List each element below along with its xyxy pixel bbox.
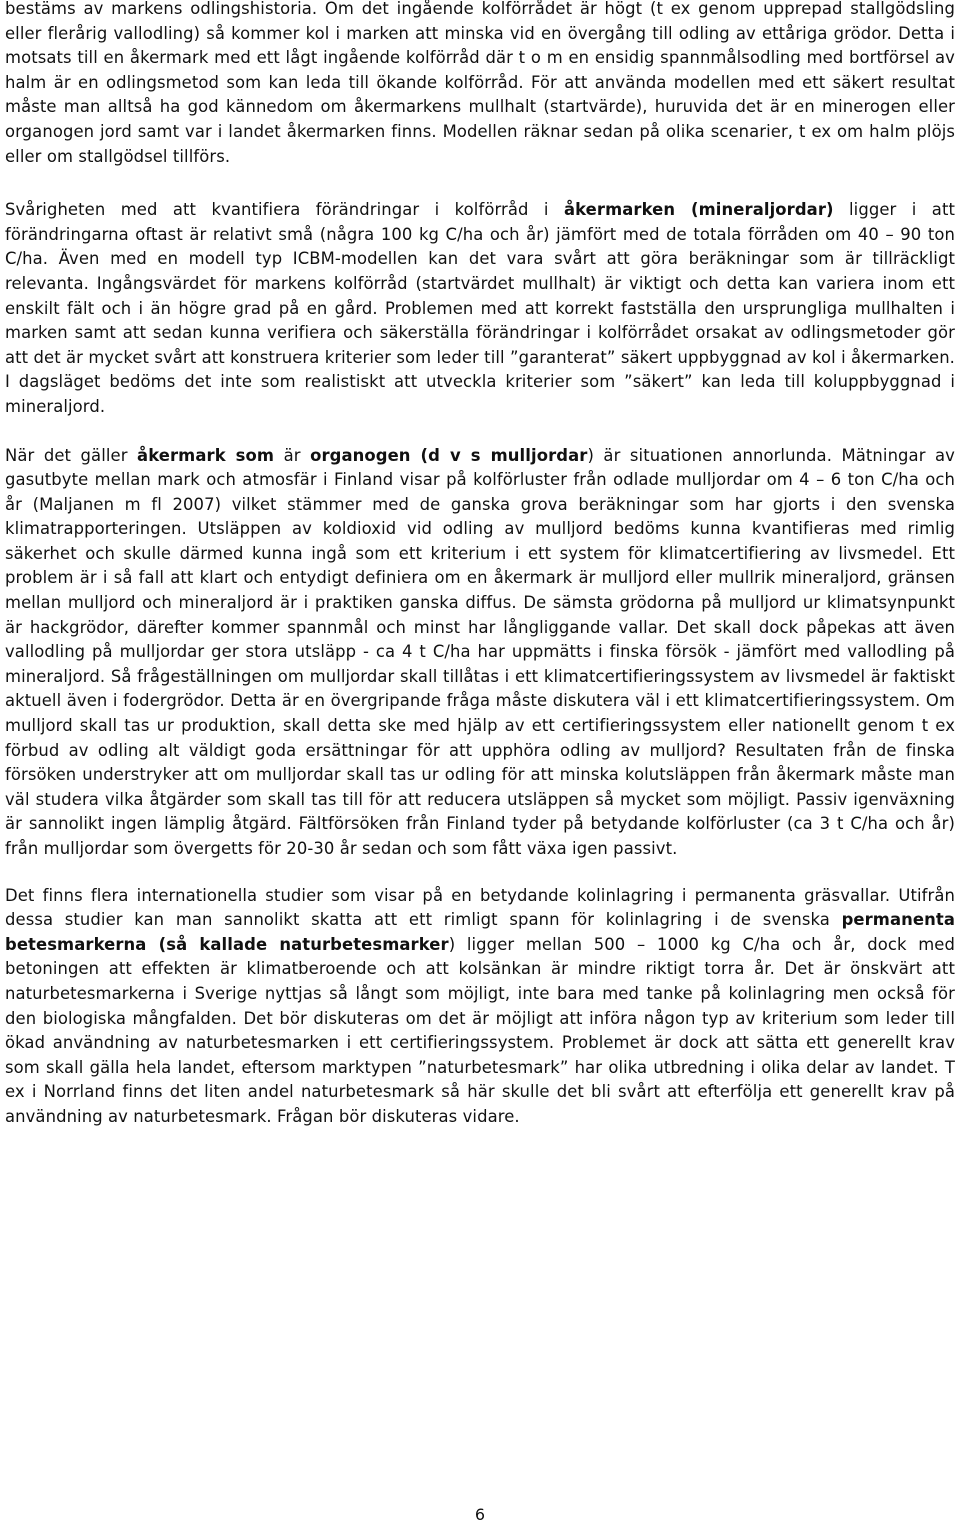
paragraph-text: ) ligger mellan 500 – 1000 kg C/ha och år, dock med betoningen att effekten är klimatberoende och att kolsänkan är mindre riktigt torra år. Det är önskvärt att naturbetesmarkerna i Sverige nyttjas så långt som möjligt, inte bara med tanke på kolinlagring men också för den biologiska mångfalden. Det bör diskuteras om det är möjligt att införa någon typ av kriterium som leder till ökad användning av naturbetesmarken i ett certifieringssystem. Problemet är dock att sätta ett generellt krav som skall gälla hela landet, eftersom marktypen ”naturbetesmark” har olika utbredning i olika delar av landet. T ex i Norrland finns det liten andel naturbetesmark så här skulle det bli svårt att efterfölja ett generellt krav på användning av naturbetesmark. Frågan bör diskuteras vidare. — [5, 934, 955, 1126]
bold-term: permanenta betesmarkerna (så kallade naturbetesmarker — [5, 910, 955, 954]
bold-term: åkermark som — [137, 445, 275, 465]
paragraph-text: ) är situationen annorlunda. Mätningar av gasutbyte mellan mark och atmosfär i Finland visar på kolförluster från odlade mulljordar om 4 – 6 ton C/ha och år (Maljanen m fl 2007) vilket stämmer med de ganska grova beräkningar som har gjorts i den svenska klimatrapporteringen. Utsläppen av koldioxid vid odling av mulljord bedöms kunna kvantifieras med rimlig säkerhet och skulle därmed kunna ingå som ett kriterium i ett system för klimatcertifiering av livsmedel. Ett problem är i så fall att klart och entydigt definiera om en åkermark är mulljord eller mullrik mineraljord, gränsen mellan mulljord och mineraljord är i praktiken ganska diffus. De sämsta grödorna på mulljord ur klimatsynpunkt är hackgrödor, därefter kommer spannmål och minst har långliggande vallar. Det skall dock påpekas att även vallodling på mulljordar ger stora utsläpp - ca 4 t C/ha har uppmätts i finska försök - jämfört med vallodling på mineraljord. Så frågeställningen om mulljordar skall tillåtas i ett klimatcertifieringssystem av livsmedel är faktiskt aktuell även i fodergrödor. Detta är en övergripande fråga måste diskutera väl i ett klimatcertifieringssystem. Om mulljord skall tas ur produktion, skall detta ske med hjälp av ett certifieringssystem eller nationellt genom t ex förbud av odling alt väldigt goda ersättningar för att upphöra odling av mulljord? Resultaten från de finska försöken understryker att om mulljordar skall tas ur odling för att minska kolutsläppen från åkermark måste man väl studera vilka åtgärder som skall tas till för att reducera utsläppen så mycket som möjligt. Passiv igenväxning är sannolikt ingen lämplig åtgärd. Fältförsöken från Finland tyder på betydande kolförluster (ca 3 t C/ha och år) från mulljordar som övergetts för 20-30 år sedan och som fått växa igen passivt. — [5, 445, 955, 858]
paragraph-text: Det finns flera internationella studier som visar på en betydande kolinlagring i permanenta gräsvallar. Utifrån dessa studier kan man sannolikt skatta att ett rimligt spann för kolinlagring i de svenska — [5, 885, 955, 930]
paragraph-pastures — [5, 884, 955, 1130]
paragraph-organic-soils — [5, 444, 955, 862]
paragraph-text: När det gäller — [5, 445, 138, 465]
page-number: 6 — [474, 1505, 486, 1524]
bold-term: åkermarken (mineraljordar) — [563, 200, 834, 220]
paragraph-text: Svårigheten med att kvantifiera förändringar i kolförråd i — [5, 200, 564, 220]
paragraph-mineral-soils — [5, 198, 955, 419]
bold-term: organogen (d v s mulljordar — [310, 445, 588, 465]
paragraph-text: är — [274, 445, 311, 465]
paragraph-text: ligger i att förändringarna oftast är relativt små (några 100 kg C/ha och år) jämfört med de totala förråden om 40 – 90 ton C/ha. Även med en modell typ ICBM-modellen kan det vara svårt att göra beräkningar som är tillräckligt relevanta. Ingångsvärdet för markens kolförråd (startvärdet mullhalt) är viktigt och detta kan variera inom ett enskilt fält och i än högre grad på en gård. Problemen med att korrekt fastställa den ursprungliga mullhalten i marken samt att sedan kunna verifiera och säkerställa förändringar i kolförrådet orsakat av odlingsmetoder gör att det är mycket svårt att konstruera kriterier som leder till ”garanterat” säkert uppbyggnad av kol i åkermarken. I dagsläget bedöms det inte som realistiskt att utveckla kriterier som ”säkert” kan leda till koluppbyggnad i mineraljord. — [5, 200, 956, 416]
document-page — [5, 0, 955, 1130]
paragraph-text: bestäms av markens odlingshistoria. Om det ingående kolförrådet är högt (t ex genom upprepad stallgödsling eller flerårig vallodling) så kommer kol i marken att minska vid en övergång till odling av ettåriga grödor. Detta i motsats till en åkermark med ett lågt ingående kolförråd där t o m en ensidig spannmålsodling med bortförsel av halm är en odlingsmetod som kan leda till ökande kolförråd. För att använda modellen med ett säkert resultat måste man alltså ha god kännedom om åkermarkens mullhalt (startvärde), huruvida det är en minerogen eller organogen jord samt var i landet åkermarken finns. Modellen räknar sedan på olika scenarier, t ex om halm plöjs eller om stallgödsel tillförs. — [5, 0, 955, 166]
paragraph-model-history — [5, 0, 955, 169]
